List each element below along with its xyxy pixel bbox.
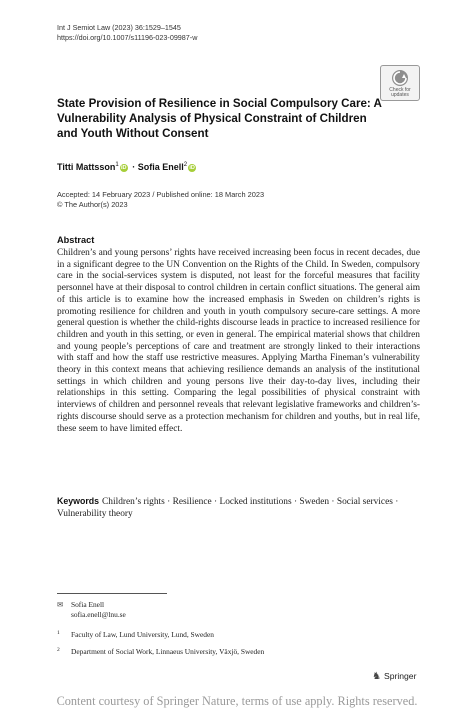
badge-label-line1: Check for: [389, 87, 411, 93]
author-name[interactable]: Sofia Enell: [137, 162, 184, 172]
keywords-list: Children’s rights · Resilience · Locked institutions · Sweden · Social services · Vulnerability theory: [57, 497, 399, 519]
affiliation-item: [57, 647, 264, 656]
springer-horse-icon: ♞: [372, 671, 381, 682]
author-separator: ·: [132, 162, 136, 172]
check-for-updates-icon: [391, 69, 409, 87]
contact-email[interactable]: sofia.enell@lnu.se: [71, 610, 126, 619]
author-affiliation-marker: 2: [183, 162, 188, 168]
keywords-section: [57, 495, 420, 520]
abstract-heading: Abstract: [57, 235, 95, 245]
publisher-name: Springer: [383, 671, 417, 681]
publication-info: [57, 190, 264, 210]
courtesy-notice: Content courtesy of Springer Nature, terms of use apply. Rights reserved.: [56, 694, 418, 708]
author-name[interactable]: Titti Mattsson: [57, 162, 116, 172]
affiliation-item: [57, 630, 214, 639]
corresponding-author: [57, 600, 126, 620]
author-affiliation-marker: 1: [115, 162, 119, 168]
journal-header: [57, 23, 197, 43]
orcid-icon[interactable]: iD: [189, 165, 195, 171]
footnote-divider: [57, 593, 167, 594]
doi-link[interactable]: https://doi.org/10.1007/s11196-023-09987-w: [57, 33, 198, 42]
affiliation-text: Faculty of Law, Lund University, Lund, Sweden: [71, 630, 214, 639]
orcid-icon[interactable]: iD: [120, 165, 127, 171]
envelope-icon: ✉: [57, 600, 64, 609]
article-title: State Provision of Resilience in Social Compulsory Care: A Vulnerability Analysis of Physical Constraint of Children and Youth Without Consent: [57, 97, 382, 140]
publication-dates: Accepted: 14 February 2023 / Published online: 18 March 2023: [57, 190, 265, 199]
publisher-logo: [372, 671, 416, 682]
copyright-notice: © The Author(s) 2023: [57, 200, 128, 209]
journal-citation: Int J Semiot Law (2023) 36:1529–1545: [57, 23, 181, 32]
author-list: [57, 162, 198, 172]
affiliation-number: 1: [57, 630, 60, 636]
contact-name: Sofia Enell: [71, 600, 105, 609]
keywords-label: Keywords: [57, 496, 100, 506]
abstract-body: Children’s and young persons’ rights have received increasing been focus in recent decades, due in a significant degree to the UN Convention on the Rights of the Child. In Sweden, compulsory care in the social-services system is disputed, not least for the forceful measures that facility personnel have at their disposal to control children in certain conflict situations. The general aim of this article is to examine how the increased emphasis in Sweden on children’s rights is promoting resilience for children and youth in youth compulsory secure-care settings. A more general question is whether the child-rights discourse leads in practice to increased resilience for children and youth in this setting, or even in general. The empirical material shows that children and young people’s perceptions of care and treatment are strongly linked to their interactions with staff and how the staff use restrictive measures. Applying Martha Fineman’s vulnerability theory in this context means that achieving resilience demands an analysis of the institutional settings in which children and young persons live their day-to-day lives, including their relationships in this setting. Comparing the legal possibilities of physical constraint with interviews of children and personnel reveals that relevant legislative frameworks and children’s-rights discourse should serve as a protection mechanism for children and youths, but in real life, these seem to have limited effect.: [57, 248, 420, 434]
affiliation-text: Department of Social Work, Linnaeus University, Växjö, Sweden: [71, 647, 265, 656]
affiliation-number: 2: [57, 647, 60, 653]
badge-label-line2: updates: [391, 92, 409, 99]
